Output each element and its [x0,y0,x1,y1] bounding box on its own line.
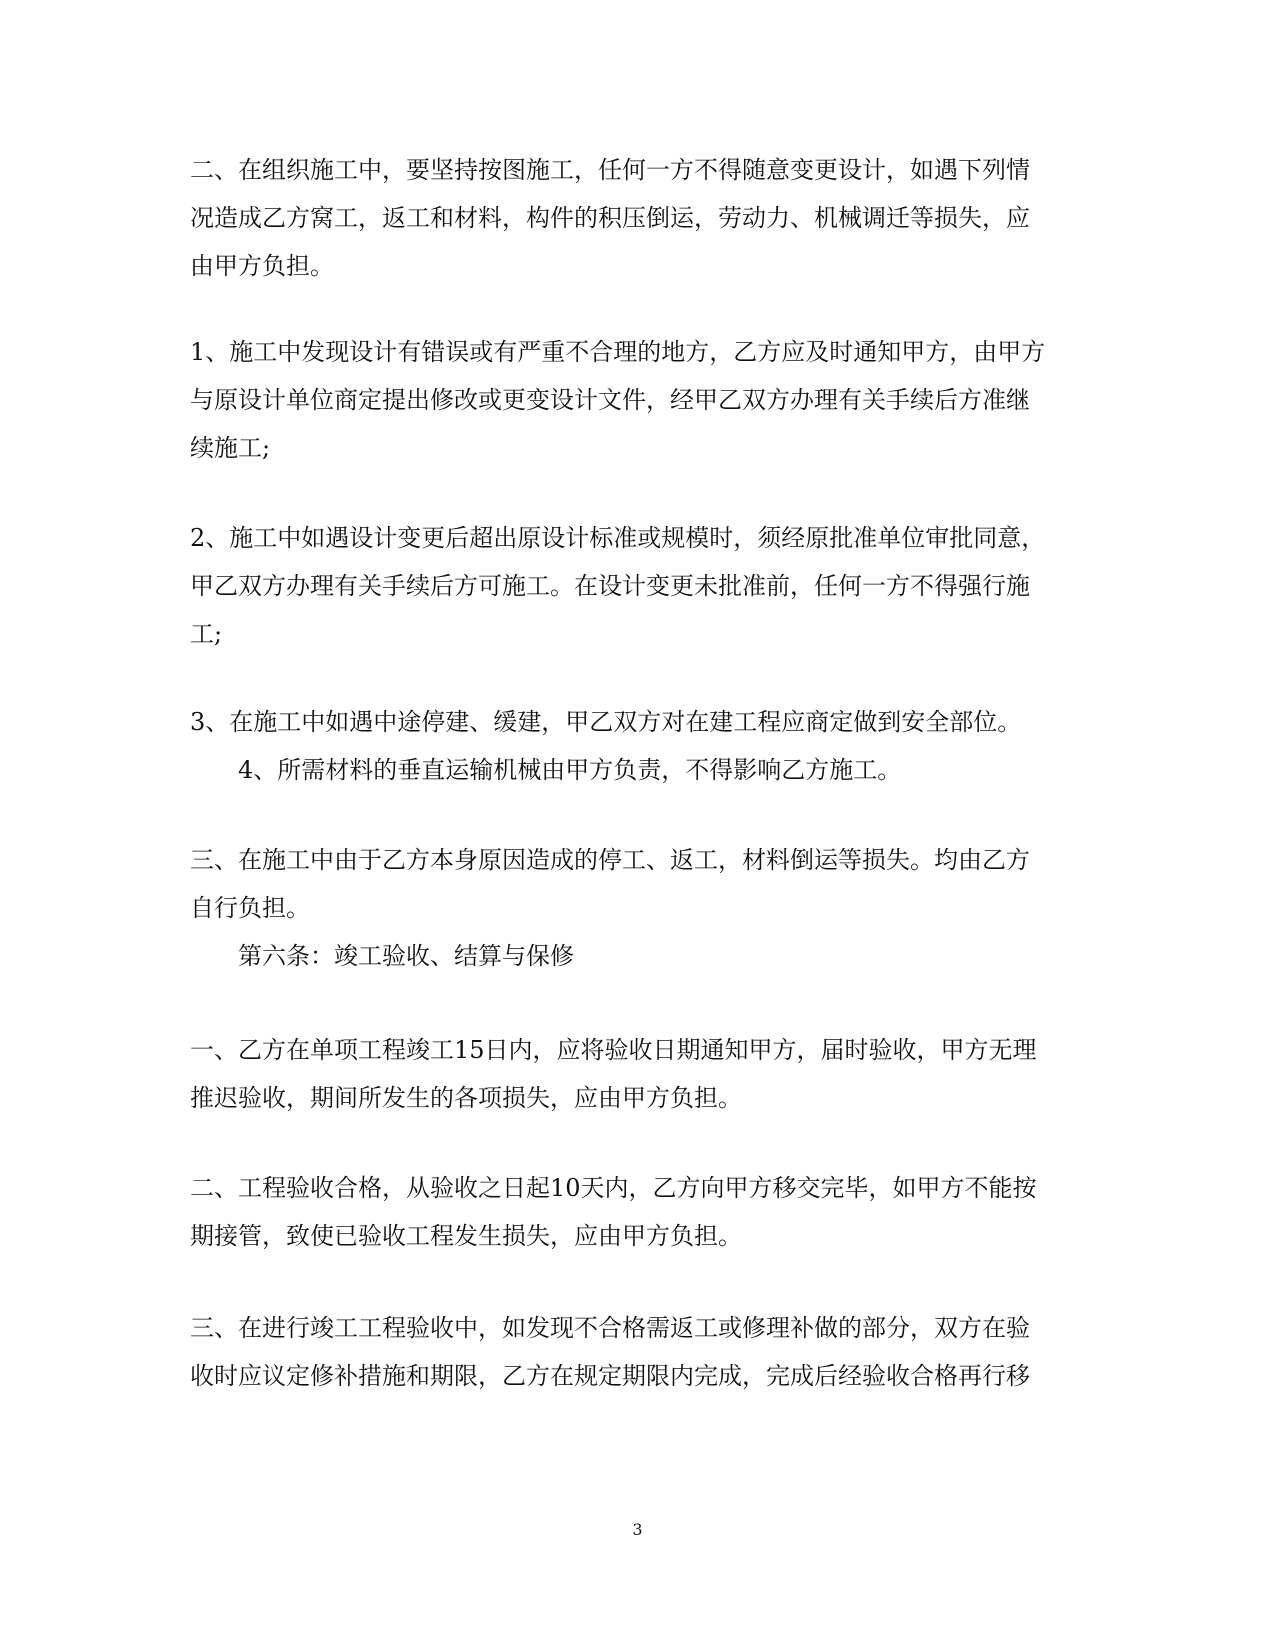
article-six-heading [238,932,1118,980]
text-line: 一、乙方在单项工程竣工15日内，应将验收日期通知甲方，届时验收，甲方无理 [190,1036,1037,1064]
paragraph-section-3-losses [190,836,1070,932]
text-line: 甲乙双方办理有关手续后方可施工。在设计变更未批准前，任何一方不得强行施 [190,572,1030,600]
paragraph-rework [190,1304,1070,1400]
page-number: 3 [632,1520,643,1539]
text-line: 与原设计单位商定提出修改或更变设计文件，经甲乙双方办理有关手续后方准继 [190,386,1030,414]
paragraph-item-2 [190,514,1070,658]
text-line: 三、在进行竣工工程验收中，如发现不合格需返工或修理补做的部分，双方在验 [190,1314,1030,1342]
text-line: 收时应议定修补措施和期限，乙方在规定期限内完成，完成后经验收合格再行移 [190,1362,1030,1390]
text-line: 2、施工中如遇设计变更后超出原设计标准或规模时，须经原批准单位审批同意， [190,524,1046,552]
paragraph-item-3 [190,698,1070,746]
text-line: 1、施工中发现设计有错误或有严重不合理的地方，乙方应及时通知甲方，由甲方 [190,338,1046,366]
text-line: 二、工程验收合格，从验收之日起10天内，乙方向甲方移交完毕，如甲方不能按 [190,1174,1037,1202]
text-line: 推迟验收，期间所发生的各项损失，应由甲方负担。 [190,1084,742,1112]
text-line: 3、在施工中如遇中途停建、缓建，甲乙双方对在建工程应商定做到安全部位。 [190,708,1022,736]
text-line: 况造成乙方窝工，返工和材料，构件的积压倒运，劳动力、机械调迁等损失，应 [190,204,1030,232]
paragraph-design-change-losses [190,146,1070,290]
text-line: 由甲方负担。 [190,252,334,280]
paragraph-handover [190,1164,1070,1260]
text-line: 三、在施工中由于乙方本身原因造成的停工、返工，材料倒运等损失。均由乙方 [190,846,1030,874]
text-line: 工; [190,620,223,648]
text-line: 自行负担。 [190,894,310,922]
text-line: 第六条：竣工验收、结算与保修 [238,942,574,970]
text-line: 二、在组织施工中，要坚持按图施工，任何一方不得随意变更设计，如遇下列情 [190,156,1030,184]
text-line: 期接管，致使已验收工程发生损失，应由甲方负担。 [190,1222,742,1250]
text-line: 4、所需材料的垂直运输机械由甲方负责，不得影响乙方施工。 [238,756,902,784]
paragraph-item-1 [190,328,1070,472]
paragraph-acceptance-notice [190,1026,1070,1122]
text-line: 续施工; [190,434,271,462]
paragraph-item-4 [238,746,1118,794]
